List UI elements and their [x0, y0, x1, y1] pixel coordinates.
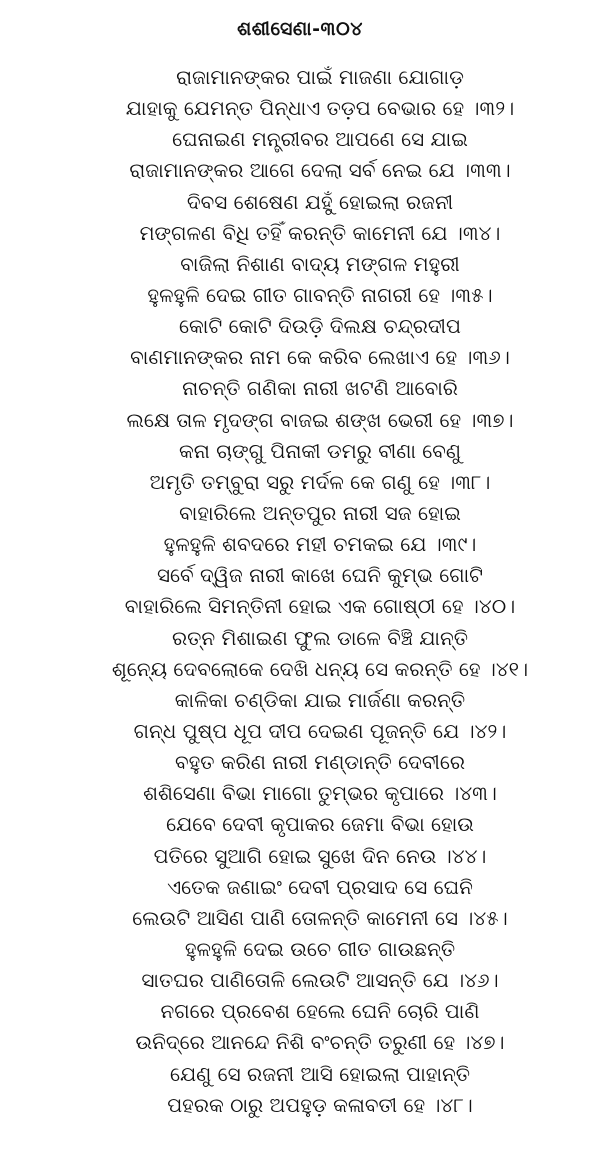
- verse-line: ହୁଳହୁଳି ଦେଇ ଗୀତ ଗାବନ୍ତି ନାଗରୀ ହେ ।୩୫।: [147, 282, 493, 307]
- verse-line: କାଳିକା ଚଣ୍ଡିକା ଯାଇ ମାର୍ଜଣା କରନ୍ତି: [174, 687, 466, 712]
- verse-line: ହୁଳହୁଳି ଦେଇ ଉଚେ ଗୀତ ଗାଉଛନ୍ତି: [184, 936, 456, 961]
- verse-line: କୋଟି କୋଟି ଦିଉଡ଼ି ଦିଲକ୍ଷ ଚନ୍ଦ୍ରଦୀପ: [179, 314, 461, 339]
- verse-line: ଯେଣୁ ସେ ରଜନୀ ଆସି ହୋଇଲା ପାହାନ୍ତି: [169, 1061, 471, 1086]
- verse-line: ହୁଳହୁଳି ଶବଦରେ ମହୀ ଚମକଇ ଯେ ।୩୯।: [163, 532, 477, 557]
- verse-line: ଶୂନ୍ୟେ ଦେବଲୋକେ ଦେଖି ଧନ୍ୟ ସେ କରନ୍ତି ହେ ।୪୧।: [111, 656, 529, 681]
- verse-line: ଅମୃତି ତମ୍ବୁରା ସରୁ ମର୍ଦଳ କେ ଗଣୁ ହେ ।୩୮।: [149, 469, 491, 494]
- verse-line: ଲକ୍ଷେ ତାଳ ମୃଦଙ୍ଗ ବାଜଇ ଶଙ୍ଖ ଭେରୀ ହେ ।୩୭।: [126, 407, 514, 432]
- verse-line: ନାଚନ୍ତି ଗଣିକା ନାରୀ ଖଟଣି ଆବୋରି: [182, 376, 458, 401]
- verse-line: ମଙ୍ଗଳଣ ବିଧି ତହିଁ କରନ୍ତି କାମେନୀ ଯେ ।୩୪।: [139, 220, 501, 245]
- verse-line: ଉନିଦ୍ରେ ଆନନ୍ଦେ ନିଶି ବଂଚନ୍ତି ତରୁଣୀ ହେ ।୪୭।: [135, 1030, 505, 1055]
- verse-line: ଲେଉଟି ଆସିଣ ପାଣି ତୋଳନ୍ତି କାମେନୀ ସେ ।୪୫।: [132, 905, 508, 930]
- verse-line: ନଗରେ ପ୍ରବେଶ ହେଲେ ଘେନି ଚୋରି ପାଣି: [160, 999, 480, 1024]
- verse-line: ବାଣମାନଙ୍କର ନାମ କେ କରିବ ଲେଖାଏ ହେ ।୩୬।: [130, 345, 510, 370]
- verse-line: ରତ୍ନ ମିଶାଇଣ ଫୁଲ ଡାଳେ ବିଞ୍ଚି ଯାନ୍ତି: [171, 625, 469, 650]
- verse-line: ଦିବସ ଶେଷେଣ ଯହୁଁ ହୋଇଲା ରଜନୀ: [186, 189, 454, 214]
- verse-line: ଶଶିସେଣା ବିଭା ମାଗୋ ତୁମ୍ଭର କୃପାରେ ।୪୩।: [143, 781, 497, 806]
- verse-line: ରାଜାମାନଙ୍କର ଆଗେ ଦେଲା ସର୍ବ ନେଇ ଯେ ।୩୩।: [129, 158, 511, 183]
- verse-line: ଯାହାକୁ ଯେମନ୍ତ ପିନ୍ଧାଏ ତଡ଼ପ ବେଭାର ହେ ।୩୨।: [125, 96, 515, 121]
- verse-line: ଏତେକ ଜଣାଇଂ ଦେବୀ ପ୍ରସାଦ ସେ ଘେନି: [167, 874, 473, 899]
- verse-line: ବାହାରିଲେ ଅନ୍ତପୁର ନାରୀ ସଜ ହୋଇ: [179, 500, 461, 525]
- verse-line: ଘେନାଇଣ ମନ୍ତ୍ରୀବର ଆପଣେ ସେ ଯାଇ: [172, 127, 468, 152]
- verse-line: ସର୍ବେ ଦ୍ୱିଜ ନାରୀ କାଖେ ଘେନି କୁମ୍ଭ ଗୋଟି: [156, 563, 484, 588]
- verse-line: ବାଜିଲା ନିଶାଣ ବାଦ୍ୟ ମଙ୍ଗଳ ମହୁରୀ: [180, 251, 460, 276]
- verse-line: କନା ଚାଙ୍ଗୁ ପିନାକୀ ଡମରୁ ବୀଣା ବେଣୁ: [178, 438, 462, 463]
- verse-line: ବାହାରିଲେ ସିମନ୍ତିନୀ ହୋଇ ଏକ ଗୋଷ୍ଠୀ ହେ ।୪୦।: [124, 594, 516, 619]
- verse-line: ଯେବେ ଦେବୀ କୃପାକର ଜେମା ବିଭା ହୋଉ: [166, 812, 474, 837]
- page-header: ଶଶୀସେଣା-୩୦୪: [237, 18, 363, 40]
- verse-line: ରାଜାମାନଙ୍କର ପାଇଁ ମାଜଣା ଯୋଗାଡ଼: [176, 65, 464, 89]
- verse-line: ପହରକ ଠାରୁ ଅପହୁଡ଼ କଳାବତୀ ହେ ।୪୮।: [167, 1092, 473, 1117]
- verse-line: ବହୁତ କରିଣ ନାରୀ ମଣ୍ଡାନ୍ତି ଦେବୀରେ: [174, 750, 466, 775]
- poem-verses: [100, 62, 540, 1121]
- verse-line: ପତିରେ ସୁଆଗି ହୋଇ ସୁଖେ ଦିନ ନେଉ ।୪୪।: [153, 843, 487, 868]
- verse-line: ଗନ୍ଧ ପୁଷ୍ପ ଧୂପ ଦୀପ ଦେଇଣ ପୂଜନ୍ତି ଯେ ।୪୨।: [133, 718, 507, 743]
- verse-line: ସାତଘର ପାଣିତୋଳି ଲେଉଟି ଆସନ୍ତି ଯେ ।୪୬।: [141, 968, 499, 993]
